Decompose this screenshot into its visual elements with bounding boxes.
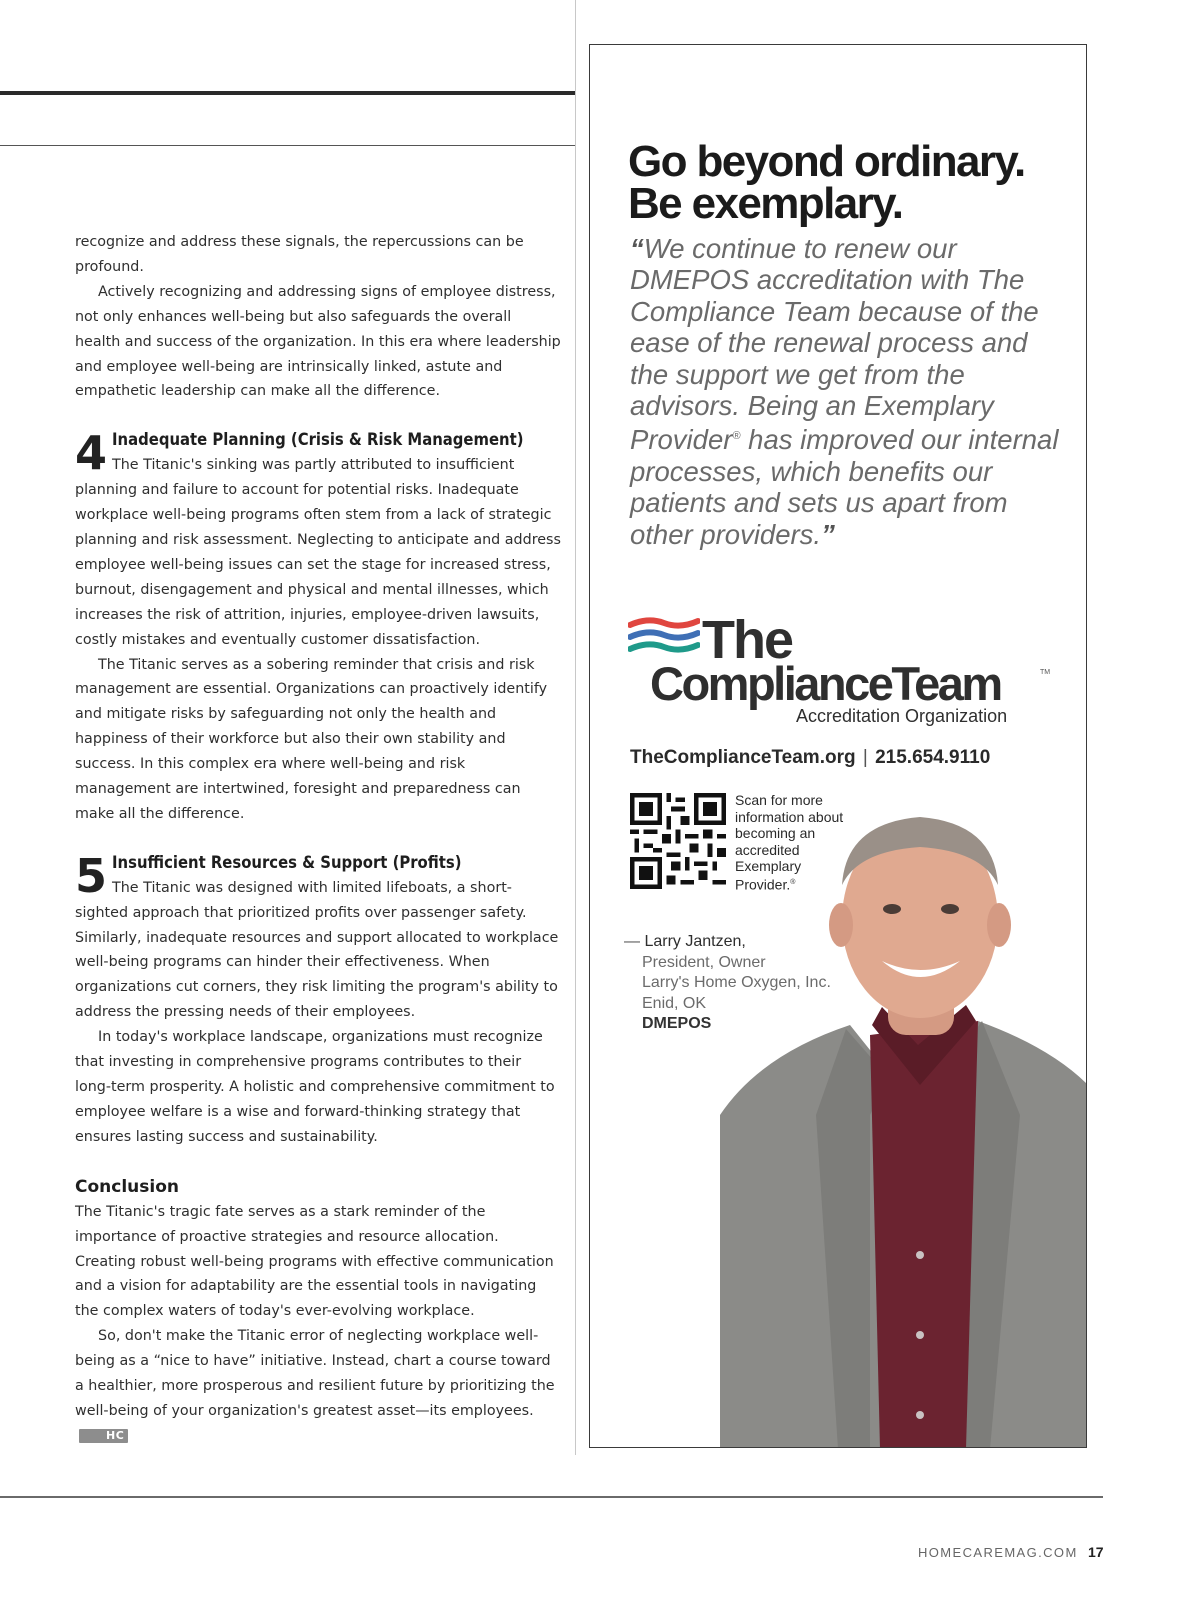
- contact-line: [630, 747, 990, 769]
- attribution-name: Larry Jantzen,: [644, 933, 746, 950]
- footer-site: HOMECAREMAG.COM: [918, 1545, 1078, 1560]
- top-thin-rule: [0, 145, 576, 146]
- quote-text-1: We continue to renew our DMEPOS accreditation with The Compliance Team because of the ease of the renewal process and the support we get from the advisors. Being an Exemplary Provider: [630, 233, 1039, 456]
- registered-mark: ®: [732, 430, 741, 443]
- section-4-paragraph-2: The Titanic serves as a sobering reminder that crisis and risk management are essential. Organizations can proactively identify and mitigate risks by safeguarding not only the health and happiness of their workforce but also their own stability and success. In this complex era where well-being and risk management are intertwined, foresight and preparedness can make all the difference.: [75, 656, 548, 822]
- testimonial-attribution: [624, 932, 831, 1035]
- close-quote-mark: ”: [821, 518, 835, 550]
- conclusion-paragraph-1: The Titanic's tragic fate serves as a stark reminder of the importance of proactive strategies and resource allocation. Creating robust well-being programs with effective communication and a vision for adaptability are the essential tools in navigating the complex waters of today's ever-evolving workplace.: [75, 1203, 554, 1320]
- attribution-title: President, Owner: [642, 953, 766, 971]
- qr-caption-text: Scan for more information about becoming an accredited Exemplary Provider.: [735, 792, 844, 893]
- section-5-paragraph-2: In today's workplace landscape, organizations must recognize that investing in comprehensive programs contributes to their long-term prosperity. A holistic and comprehensive commitment to employee welfare is a wise and forward-thinking strategy that ensures lasting success and sustainability.: [75, 1029, 555, 1145]
- logo-text-compliance-team: ComplianceTeam: [650, 657, 1001, 710]
- section-5: [75, 848, 561, 1025]
- logo-subtitle: Accreditation Organization: [796, 706, 1008, 726]
- section-5-number: 5: [75, 848, 107, 903]
- conclusion-heading: Conclusion: [75, 1176, 179, 1197]
- attribution-category: DMEPOS: [642, 1015, 712, 1032]
- attribution-location: Enid, OK: [642, 994, 707, 1012]
- article-paragraph: Actively recognizing and addressing signs of employee distress, not only enhances well-being but also safeguards the overall health and success of the organization. In this era where leadership and employee well-being are intrinsically linked, astute and empathetic leadership can make all the difference.: [75, 283, 561, 400]
- section-4: [75, 428, 561, 652]
- article-paragraph: recognize and address these signals, the repercussions can be profound.: [75, 234, 524, 275]
- section-4-number: 4: [75, 426, 107, 481]
- phone-number: 215.654.9110: [875, 747, 991, 768]
- article-column: [75, 230, 561, 1449]
- section-4-paragraph-1: The Titanic's sinking was partly attributed to insufficient planning and failure to account for potential risks. Inadequate workplace well-being programs often stem from a lack of strategic planning and risk assessment. Neglecting to anticipate and address employee well-being issues can set the stage for increased stress, burnout, disengagement and physical and mental illnesses, which increases the risk of attrition, injuries, employee-driven lawsuits, costly mistakes and eventually customer dissatisfaction.: [75, 457, 561, 648]
- conclusion-paragraph-2: [75, 1324, 561, 1449]
- attribution-dash: —: [624, 933, 640, 950]
- attribution-company: Larry's Home Oxygen, Inc.: [642, 974, 831, 991]
- section-5-paragraph-1: The Titanic was designed with limited lifeboats, a short-sighted approach that prioritized profits over passenger safety. Similarly, inadequate resources and support allocated to workplace well-being programs can hinder their effectiveness. When organizations cut corners, they risk limiting the program's ability to address the pressing needs of their employees.: [75, 879, 559, 1021]
- testimonial-quote: [630, 233, 1070, 550]
- qr-code-icon[interactable]: [630, 793, 726, 889]
- website-link[interactable]: TheComplianceTeam.org: [630, 747, 856, 768]
- section-5-title: Insufficient Resources & Support (Profits): [112, 852, 462, 872]
- page-number: 17: [1088, 1544, 1104, 1560]
- compliance-team-logo-stripes-icon: [628, 615, 700, 661]
- ad-headline-line-2: Be exemplary.: [628, 179, 903, 228]
- section-4-title: Inadequate Planning (Crisis & Risk Management): [112, 430, 524, 450]
- hc-end-mark: HC: [79, 1429, 128, 1443]
- contact-separator: |: [862, 747, 868, 768]
- qr-caption: [735, 792, 865, 893]
- conclusion-paragraph-2-text: So, don't make the Titanic error of neglecting workplace well-being as a “nice to have” initiative. Instead, chart a course toward a healthier, more prosperous and resilient future by prioritizing the well-being of your organization's greatest asset—its employees.: [75, 1328, 555, 1419]
- quote-text-2: has improved our internal processes, which benefits our patients and sets us apart from other providers.: [630, 424, 1059, 550]
- logo-text-the: The: [702, 610, 793, 670]
- open-quote-mark: “: [630, 233, 644, 264]
- attribution-name-line: [624, 932, 831, 953]
- logo-trademark: TM: [1040, 669, 1051, 676]
- column-divider: [575, 0, 576, 1455]
- footer-rule: [0, 1496, 1103, 1498]
- ad-headline: [628, 137, 1025, 228]
- top-thick-rule: [0, 91, 576, 95]
- ad-headline-line-1: Go beyond ordinary.: [628, 137, 1025, 186]
- qr-registered-mark: ®: [790, 878, 796, 886]
- advertisement: [589, 44, 1087, 1448]
